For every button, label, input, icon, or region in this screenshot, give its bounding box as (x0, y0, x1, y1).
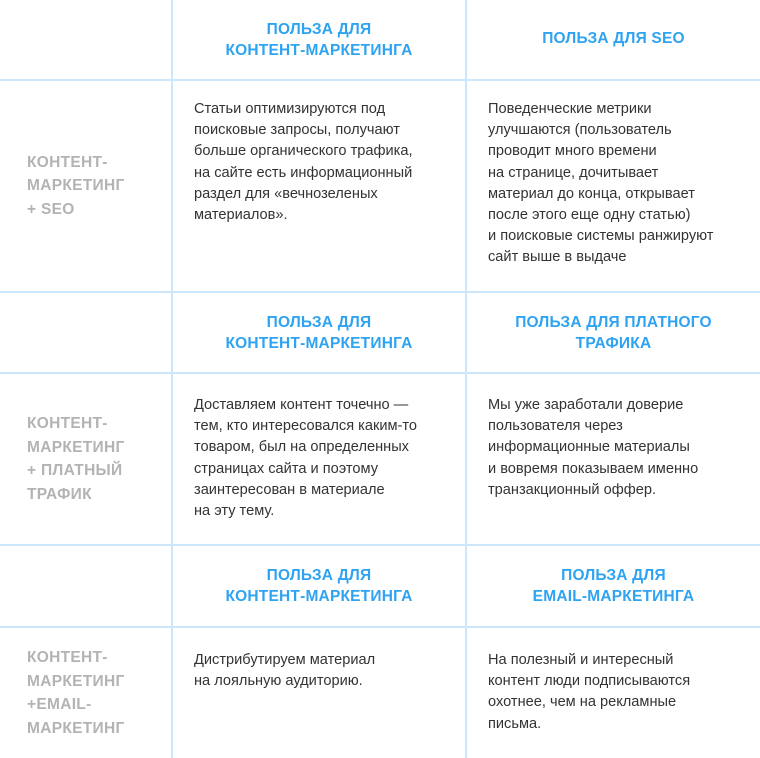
header-paid-traffic-benefit (467, 293, 760, 372)
row-label-line: ТРАФИК (27, 485, 92, 503)
text-line: контент люди подписываются (488, 673, 691, 690)
row-label-line: КОНТЕНТ- (27, 153, 108, 171)
header-line: ПОЛЬЗА ДЛЯ (561, 567, 666, 584)
row-label-content-email (0, 628, 171, 758)
text-line: товаром, был на определенных (194, 439, 409, 456)
header-email-marketing-benefit (467, 546, 760, 626)
text-line: пользователя через (488, 418, 623, 435)
text-line: раздел для «вечнозеленых (194, 185, 378, 202)
content-marketing-benefit-text (173, 395, 465, 522)
content-marketing-benefit-text (173, 650, 465, 692)
text-line: улучшаются (пользователь (488, 122, 672, 139)
text-line: Поведенческие метрики (488, 101, 652, 117)
paid-traffic-benefit-text (467, 395, 760, 501)
text-line: на эту тему. (194, 503, 275, 520)
text-line: после этого еще одну статью) (488, 207, 691, 224)
header-line: КОНТЕНТ-МАРКЕТИНГА (225, 588, 413, 605)
header-line: ПОЛЬЗА ДЛЯ SEO (542, 29, 685, 47)
text-line: Мы уже заработали доверие (488, 397, 684, 413)
text-line: на сайте есть информационный (194, 164, 413, 181)
header-content-marketing-benefit (173, 0, 465, 79)
text-line: поисковые запросы, получают (194, 122, 400, 139)
text-line: на странице, дочитывает (488, 164, 659, 181)
header-line: ПОЛЬЗА ДЛЯ (266, 567, 372, 584)
header-content-marketing-benefit (173, 293, 465, 372)
text-line: письма. (488, 715, 542, 732)
header-line: КОНТЕНТ-МАРКЕТИНГА (225, 334, 413, 352)
row-label-line: + SEO (27, 200, 75, 218)
text-line: транзакционный оффер. (488, 481, 657, 498)
seo-benefit-text (467, 99, 760, 269)
row-label-line: МАРКЕТИНГ (27, 672, 125, 690)
header-line: ПОЛЬЗА ДЛЯ (266, 20, 372, 38)
row-label-line: КОНТЕНТ- (27, 415, 108, 432)
row-label-line: +EMAIL- (27, 696, 92, 713)
header-seo-benefit (467, 0, 760, 76)
text-line: и вовремя показываем именно (488, 460, 699, 477)
text-line: и поисковые системы ранжируют (488, 228, 714, 245)
row-label-line: МАРКЕТИНГ (27, 719, 125, 737)
header-line: ПОЛЬЗА ДЛЯ (266, 313, 372, 331)
text-line: на лояльную аудиторию. (194, 673, 363, 690)
header-line: EMAIL-МАРКЕТИНГА (532, 588, 695, 605)
text-line: Статьи оптимизируются под (194, 101, 386, 117)
row-label-content-seo (0, 81, 171, 291)
row-label-line: КОНТЕНТ- (27, 649, 108, 666)
text-line: сайт выше в выдаче (488, 249, 627, 266)
row-label-line: + ПЛАТНЫЙ (27, 462, 123, 479)
content-marketing-benefit-text (173, 99, 465, 226)
text-line: материал до конца, открывает (488, 185, 695, 202)
text-line: На полезный и интересный (488, 652, 674, 668)
row-label-line: МАРКЕТИНГ (27, 438, 125, 456)
text-line: заинтересован в материале (194, 481, 385, 498)
text-line: Дистрибутируем материал (194, 652, 376, 668)
text-line: проводит много времени (488, 143, 657, 160)
text-line: информационные материалы (488, 439, 690, 456)
header-line: ТРАФИКА (575, 334, 652, 352)
row-label-line: МАРКЕТИНГ (27, 177, 125, 195)
text-line: страницах сайта и поэтому (194, 460, 378, 477)
header-line: КОНТЕНТ-МАРКЕТИНГА (225, 41, 413, 59)
text-line: тем, кто интересовался каким-то (194, 418, 418, 435)
row-label-content-paid-traffic (0, 374, 171, 544)
header-line: ПОЛЬЗА ДЛЯ ПЛАТНОГО (515, 313, 712, 331)
header-content-marketing-benefit (173, 546, 465, 626)
text-line: охотнее, чем на рекламные (488, 694, 677, 711)
text-line: Доставляем контент точечно — (194, 397, 409, 413)
text-line: материалов». (194, 207, 288, 224)
text-line: больше органического трафика, (194, 143, 413, 160)
email-marketing-benefit-text (467, 650, 760, 735)
